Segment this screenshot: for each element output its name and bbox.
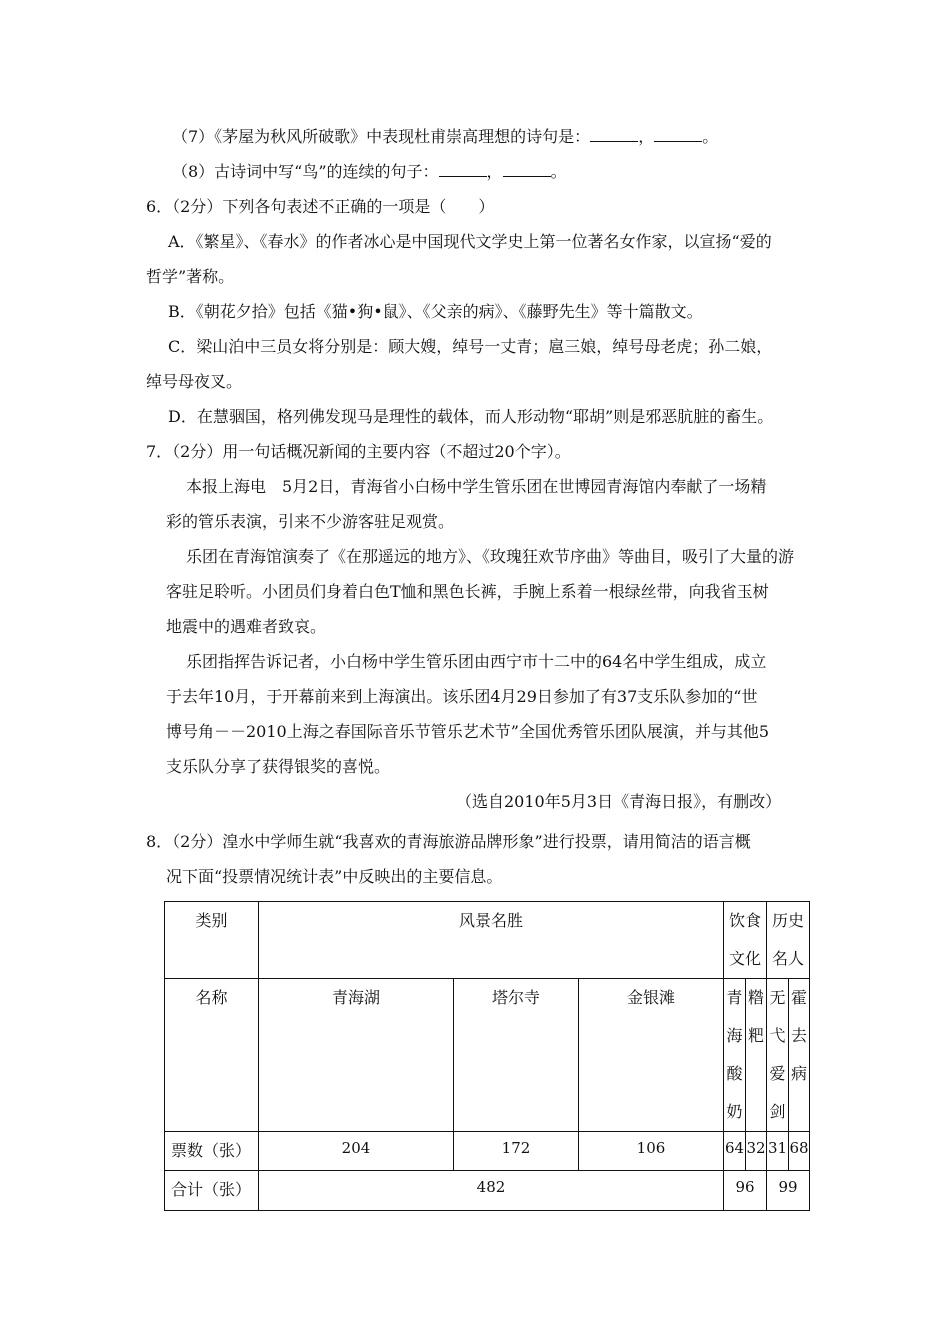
header-name: 名称 <box>165 979 259 1132</box>
news-paragraph-2-cont: 客驻足聆听。小团员们身着白色T恤和黑色长裤，手腕上系着一根绿丝带，向我省玉树 <box>166 582 769 601</box>
vote-cell: 106 <box>579 1132 724 1171</box>
q5-8-text: （8）古诗词中写“鸟”的连续的句子： <box>172 162 439 181</box>
vote-cell: 64 <box>724 1132 746 1171</box>
vote-statistics-table <box>164 901 810 1211</box>
answer-blank[interactable] <box>590 127 638 142</box>
q5-7-end: 。 <box>702 127 719 146</box>
vote-cell: 204 <box>259 1132 454 1171</box>
total-scenic: 482 <box>259 1171 724 1211</box>
answer-blank[interactable] <box>439 162 487 177</box>
total-history: 99 <box>767 1171 810 1211</box>
name-text: 糌粑 <box>747 988 764 1045</box>
q5-7-sep: ， <box>638 127 655 146</box>
question-8-cont: 况下面“投票情况统计表”中反映出的主要信息。 <box>166 867 503 886</box>
answer-blank[interactable] <box>503 162 551 177</box>
news-paragraph-1-cont: 彩的管乐表演，引来不少游客驻足观赏。 <box>166 512 455 531</box>
name-cell: 金银滩 <box>579 979 724 1132</box>
q5-item-8 <box>172 162 567 182</box>
question-6: 6．（2分）下列各句表述不正确的一项是（ ） <box>146 197 495 216</box>
q5-8-end: 。 <box>550 162 567 181</box>
header-category: 类别 <box>165 902 259 979</box>
question-8: 8．（2分）湟水中学师生就“我喜欢的青海旅游品牌形象”进行投票，请用简洁的语言概 <box>146 832 751 851</box>
question-7: 7．（2分）用一句话概况新闻的主要内容（不超过20个字）。 <box>146 442 571 461</box>
name-cell: 塔尔寺 <box>454 979 579 1132</box>
q5-7-text: （7）《茅屋为秋风所破歌》中表现杜甫崇高理想的诗句是： <box>172 127 591 146</box>
header-food-text: 饮食文化 <box>728 911 761 968</box>
news-source: （选自2010年5月3日《青海日报》，有删改） <box>456 792 782 811</box>
vote-cell: 32 <box>746 1132 767 1171</box>
vote-cell: 31 <box>767 1132 789 1171</box>
news-paragraph-1: 本报上海电 5月2日，青海省小白杨中学生管乐团在世博园青海馆内奉献了一场精 <box>186 477 767 496</box>
option-b: B．《朝花夕拾》包括《猫•狗•鼠》、《父亲的病》、《藤野先生》等十篇散文。 <box>168 302 703 321</box>
option-c-cont: 绰号母夜叉。 <box>146 372 243 391</box>
q5-8-sep: ， <box>486 162 503 181</box>
news-paragraph-3: 乐团指挥告诉记者，小白杨中学生管乐团由西宁市十二中的64名中学生组成，成立 <box>186 652 767 671</box>
name-text: 霍去病 <box>790 988 807 1083</box>
name-cell: 青海湖 <box>259 979 454 1132</box>
vote-cell: 172 <box>454 1132 579 1171</box>
option-a: A．《繁星》、《春水》的作者冰心是中国现代文学史上第一位著名女作家，以宣扬“爱的 <box>168 232 772 251</box>
option-c: C．梁山泊中三员女将分别是：顾大嫂，绰号一丈青；扈三娘，绰号母老虎；孙二娘， <box>168 337 773 356</box>
news-paragraph-3-cont: 博号角－－2010上海之春国际音乐节管乐艺术节”全国优秀管乐团队展演，并与其他5 <box>166 722 770 741</box>
answer-blank[interactable] <box>654 127 702 142</box>
news-paragraph-3-cont: 支乐队分享了获得银奖的喜悦。 <box>166 757 391 776</box>
header-total: 合计（张） <box>165 1171 259 1211</box>
header-scenic: 风景名胜 <box>259 902 724 979</box>
option-d: D．在慧骃国，格列佛发现马是理性的载体，而人形动物“耶胡”则是邪恶肮脏的畜生。 <box>168 407 774 426</box>
name-cell <box>724 979 746 1132</box>
news-paragraph-2-cont: 地震中的遇难者致哀。 <box>166 617 327 636</box>
header-food-culture <box>724 902 767 979</box>
header-history-text: 历史名人 <box>771 911 804 968</box>
name-cell <box>767 979 789 1132</box>
vote-cell: 68 <box>789 1132 810 1171</box>
name-cell <box>789 979 810 1132</box>
header-history-figures <box>767 902 810 979</box>
news-paragraph-2: 乐团在青海馆演奏了《在那遥远的地方》、《玫瑰狂欢节序曲》等曲目，吸引了大量的游 <box>186 547 795 566</box>
news-paragraph-3-cont: 于去年10月，于开幕前来到上海演出。该乐团4月29日参加了有37支乐队参加的“世 <box>166 687 758 706</box>
name-text: 无弋爱剑 <box>769 988 786 1121</box>
option-a-cont: 哲学”著称。 <box>146 267 235 286</box>
q5-item-7 <box>172 127 718 147</box>
name-cell <box>746 979 767 1132</box>
header-votes: 票数（张） <box>165 1132 259 1171</box>
name-text: 青海酸奶 <box>726 988 743 1121</box>
total-food: 96 <box>724 1171 767 1211</box>
